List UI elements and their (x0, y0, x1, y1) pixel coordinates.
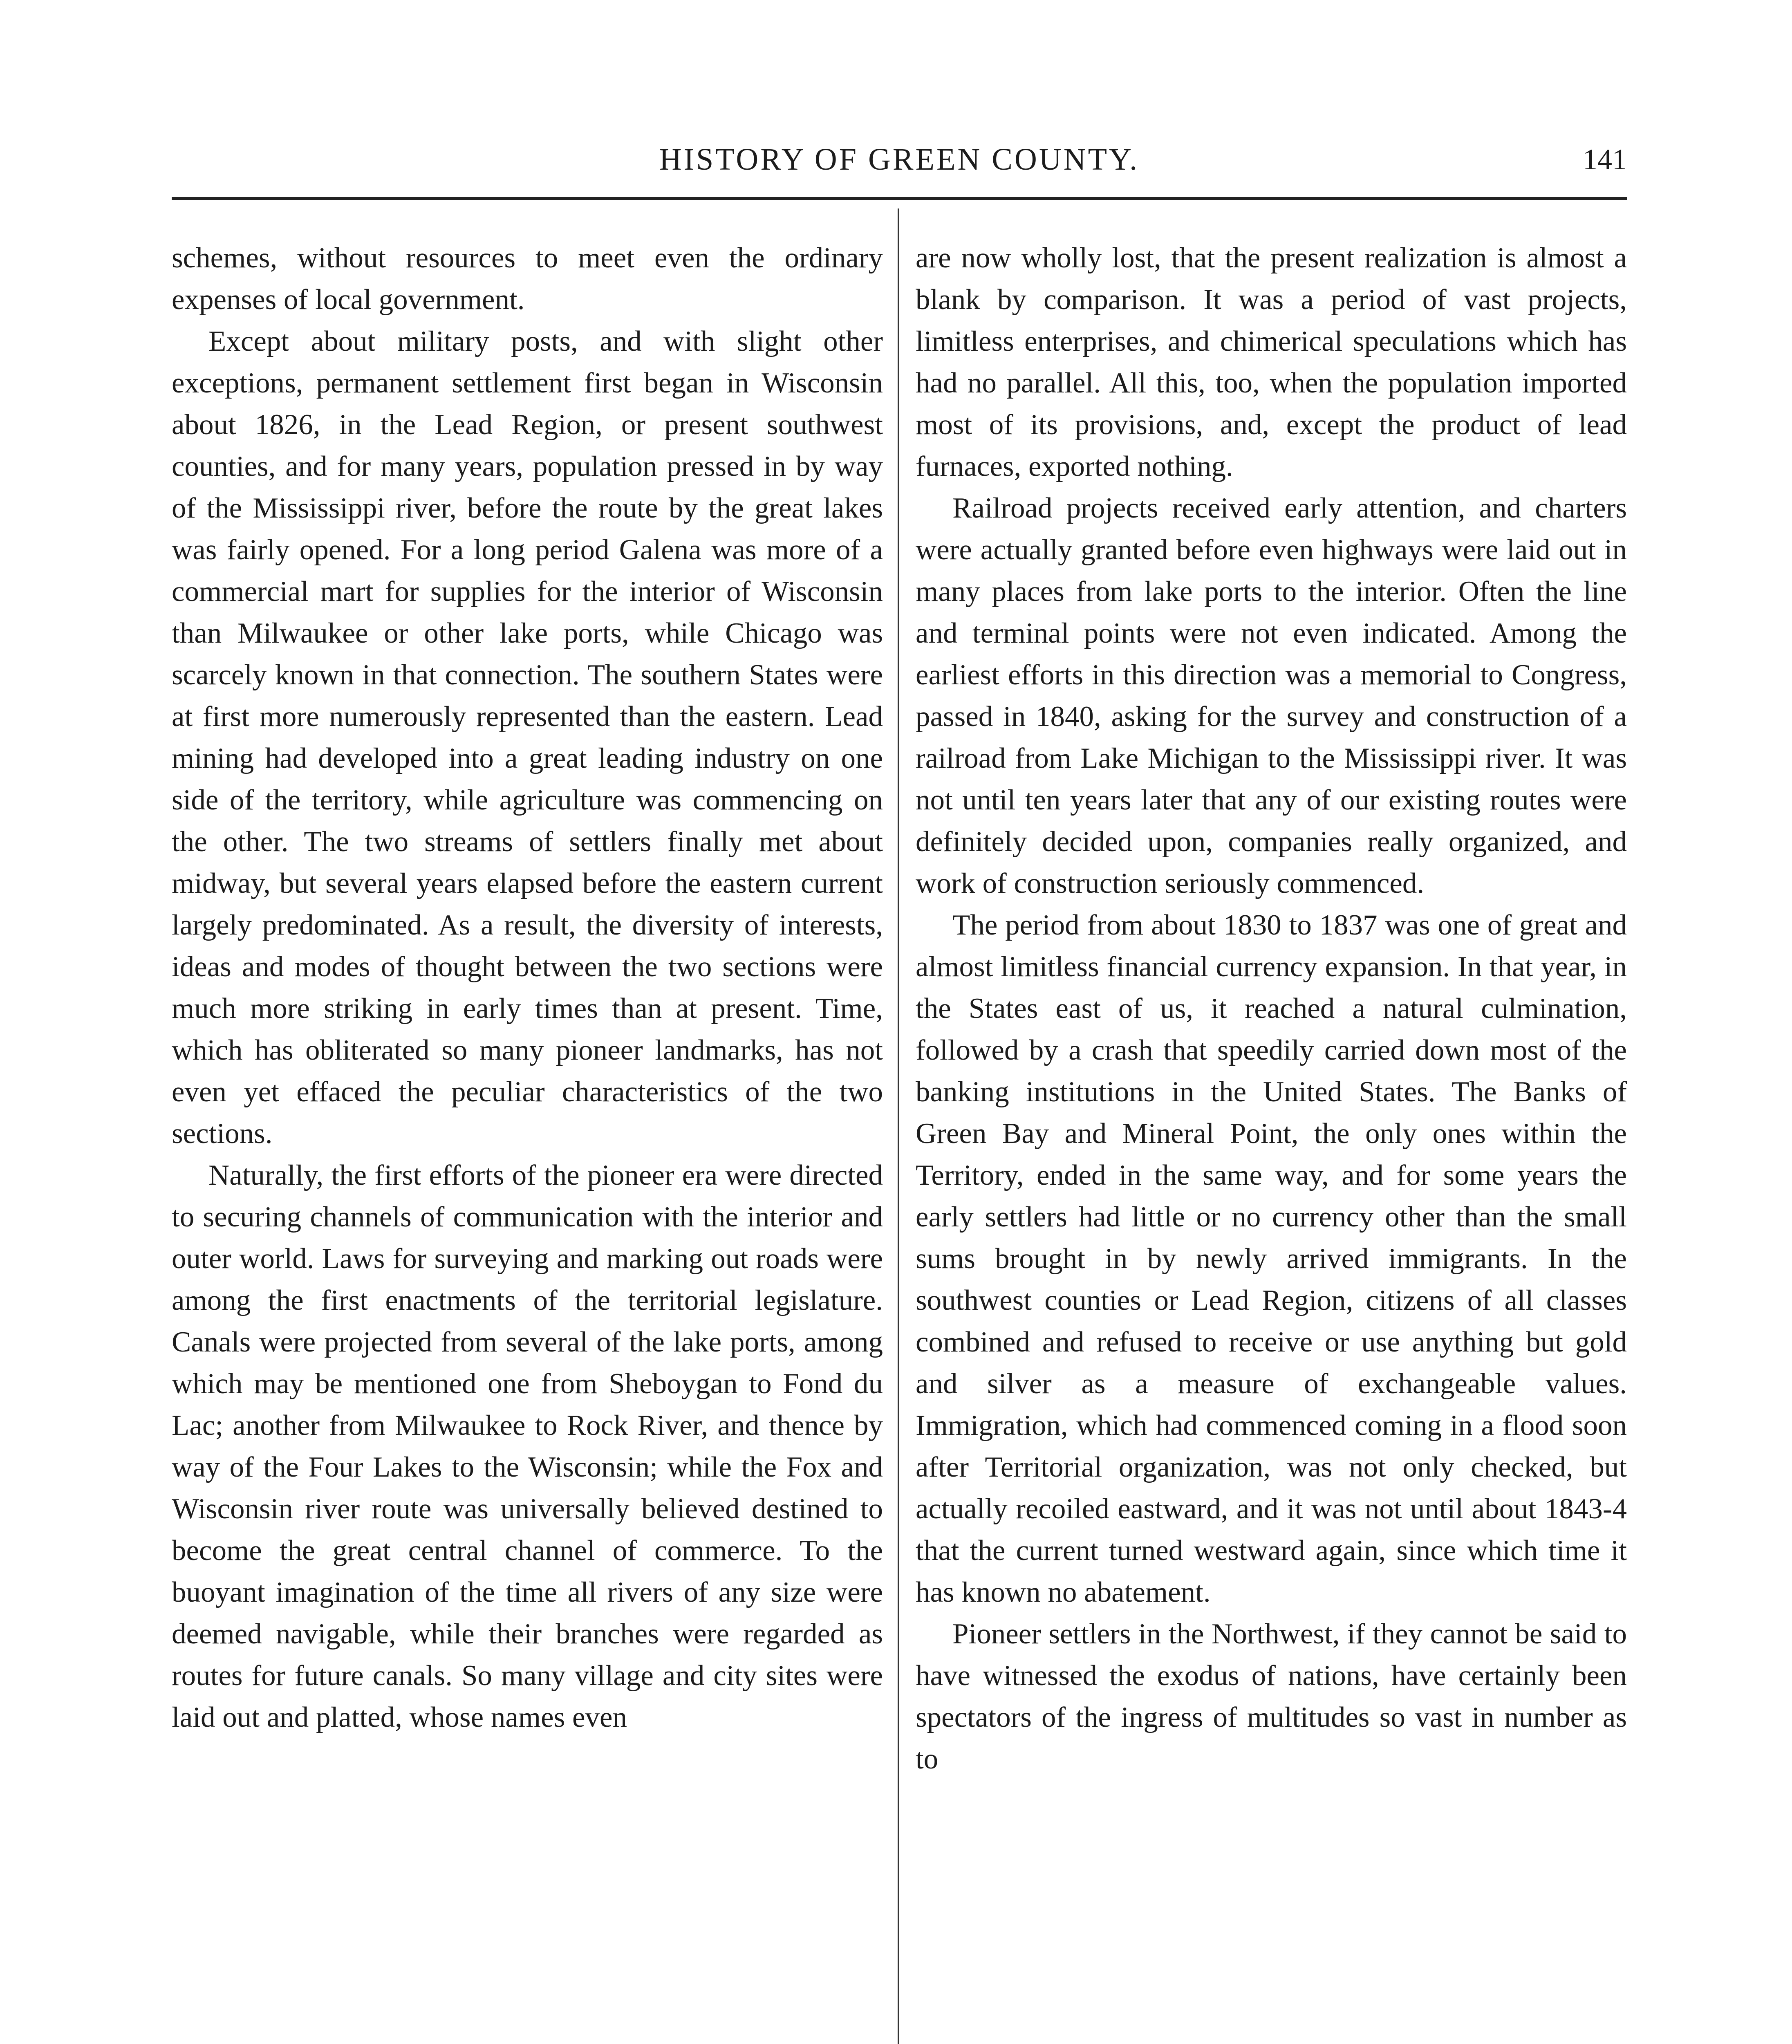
page-header (172, 139, 1627, 188)
column-divider (898, 208, 899, 2044)
paragraph: The period from about 1830 to 1837 was one of great and almost limitless financial currency expansion. In that year, in the States east of us, it reached a natural culmination, followed by a crash that speedily carried down most of the banking institutions in the United States. The Banks of Green Bay and Mineral Point, the only ones within the Territory, ended in the same way, and for some years the early settlers had little or no currency other than the small sums brought in by newly arrived immigrants. In the southwest counties or Lead Region, citizens of all classes combined and refused to receive or use anything but gold and silver as a measure of exchangeable values. Immigration, which had commenced coming in a flood soon after Territorial organization, was not only checked, but actually recoiled eastward, and it was not until about 1843-4 that the current turned westward again, since which time it has known no abatement. (916, 909, 1627, 1608)
paragraph: Naturally, the first efforts of the pioneer era were directed to securing channels of communication with the interior and outer world. Laws for surveying and marking out roads were among the first enactments of the territorial legislature. Canals were projected from several of the lake ports, among which may be mentioned one from Sheboygan to Fond du Lac; another from Milwaukee to Rock River, and thence by way of the Four Lakes to the Wisconsin; while the Fox and Wisconsin river route was universally believed destined to become the great central channel of commerce. To the buoyant imagination of the time all rivers of any size were deemed navigable, while their branches were regarded as routes for future canals. So many village and city sites were laid out and platted, whose names even (172, 1159, 883, 1733)
right-column (916, 237, 1627, 1780)
running-title: HISTORY OF GREEN COUNTY. (659, 142, 1140, 177)
page-number: 141 (1583, 143, 1627, 176)
paragraph: Except about military posts, and with slight other exceptions, permanent settlement first began in Wisconsin about 1826, in the Lead Region, or present southwest counties, and for many years, population pressed in by way of the Mississippi river, before the route by the great lakes was fairly opened. For a long period Galena was more of a commercial mart for supplies for the interior of Wisconsin than Milwaukee or other lake ports, while Chicago was scarcely known in that connection. The southern States were at first more numerously represented than the eastern. Lead mining had developed into a great leading industry on one side of the territory, while agriculture was commencing on the other. The two streams of settlers finally met about midway, but several years elapsed before the eastern current largely predominated. As a result, the diversity of interests, ideas and modes of thought between the two sections were much more striking in early times than at present. Time, which has obliterated so many pioneer landmarks, has not even yet effaced the peculiar characteristics of the two sections. (172, 325, 883, 1150)
paragraph: schemes, without resources to meet even the ordinary expenses of local government. (172, 242, 883, 316)
header-rule (172, 197, 1627, 200)
paragraph: are now wholly lost, that the present realization is almost a blank by comparison. It was a period of vast projects, limitless enterprises, and chimerical speculations which has had no parallel. All this, too, when the population imported most of its provisions, and, except the product of lead furnaces, exported nothing. (916, 242, 1627, 482)
left-column (172, 237, 883, 1738)
paragraph: Railroad projects received early attention, and charters were actually granted before even highways were laid out in many places from lake ports to the interior. Often the line and terminal points were not even indicated. Among the earliest efforts in this direction was a memorial to Congress, passed in 1840, asking for the survey and construction of a railroad from Lake Michigan to the Mississippi river. It was not until ten years later that any of our existing routes were definitely decided upon, companies really organized, and work of construction seriously commenced. (916, 492, 1627, 899)
paragraph: Pioneer settlers in the Northwest, if they cannot be said to have witnessed the exodus of nations, have certainly been spectators of the ingress of multitudes so vast in number as to (916, 1618, 1627, 1775)
